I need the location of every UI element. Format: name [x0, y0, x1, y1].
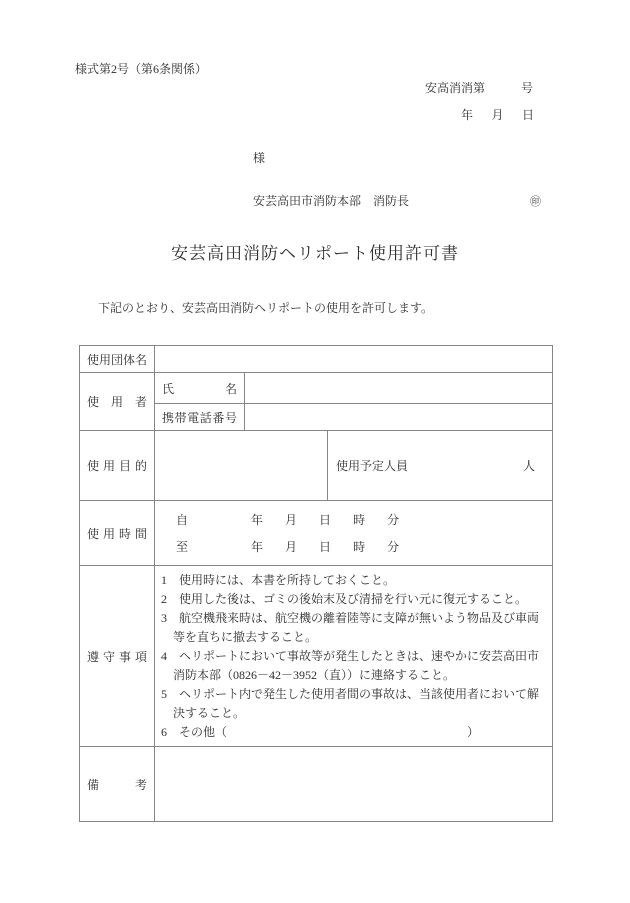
time-unit-day: 日	[319, 513, 332, 527]
time-unit-minute: 分	[387, 513, 400, 527]
document-title: 安芸高田消防ヘリポート使用許可書	[171, 244, 459, 263]
document-number-prefix: 安高消消第	[425, 81, 486, 95]
rule-item-4: 4 ヘリポートにおいて事故等が発生したときは、速やかに安芸高田市消防本部（0826－42－3952（直））に連絡すること。	[161, 649, 540, 682]
document-number-line	[425, 81, 533, 97]
document-number-suffix: 号	[520, 81, 533, 95]
name-label-cell	[155, 373, 245, 404]
organization-value-cell	[155, 346, 553, 373]
time-unit-hour: 時	[353, 513, 366, 527]
permit-form-table	[79, 345, 553, 822]
rules-label: 遵守事項	[87, 649, 147, 664]
purpose-value-cell	[155, 431, 328, 501]
time-label: 使用時間	[87, 526, 147, 541]
date-year-label: 年	[461, 108, 474, 122]
intro-sentence: 下記のとおり、安芸高田消防ヘリポートの使用を許可します。	[98, 301, 434, 315]
rule-item-6: 6 その他（ ）	[161, 725, 480, 739]
time-to-line	[176, 538, 552, 555]
time-unit-minute: 分	[387, 540, 400, 554]
organization-label-cell	[80, 346, 155, 373]
user-label: 使用者	[87, 395, 147, 409]
rule-item-5: 5 ヘリポート内で発生した使用者間の事故は、当該使用者において解決すること。	[161, 687, 540, 720]
time-from-prefix: 自	[176, 513, 189, 527]
time-unit-month: 月	[285, 540, 298, 554]
stamp-mark-icon: ㊞	[530, 195, 541, 208]
issuer-line	[253, 194, 541, 210]
time-from-line	[176, 511, 552, 528]
phone-value-cell	[245, 404, 553, 431]
people-label: 使用予定人員	[336, 459, 409, 473]
date-line	[461, 108, 534, 124]
addressee-suffix: 様	[253, 151, 266, 165]
time-unit-year: 年	[251, 513, 264, 527]
date-day-label: 日	[521, 108, 534, 122]
date-month-label: 月	[491, 108, 504, 122]
rule-item-3: 3 航空機飛来時は、航空機の離着陸等に支障が無いよう物品及び車両等を直ちに撤去すること。	[161, 611, 540, 644]
time-value-cell	[155, 501, 553, 566]
time-unit-hour: 時	[353, 540, 366, 554]
time-unit-day: 日	[319, 540, 332, 554]
remarks-value-cell	[155, 747, 553, 822]
time-to-prefix: 至	[176, 540, 189, 554]
form-style-number: 様式第2号（第6条関係）	[75, 62, 208, 76]
purpose-label: 使用目的	[87, 459, 147, 473]
organization-label: 使用団体名	[87, 352, 148, 367]
name-label: 氏名	[162, 381, 237, 396]
rules-label-cell	[80, 566, 155, 747]
user-label-cell	[80, 373, 155, 431]
name-value-cell	[245, 373, 553, 404]
rules-value-cell	[155, 566, 553, 747]
rule-item-2: 2 使用した後は、ゴミの後始末及び清掃を行い元に復元すること。	[161, 592, 528, 606]
purpose-label-cell	[80, 431, 155, 501]
remarks-label-cell	[80, 747, 155, 822]
remarks-label: 備考	[87, 777, 147, 792]
time-unit-year: 年	[251, 540, 264, 554]
issuer-name: 安芸高田市消防本部 消防長	[253, 194, 410, 208]
phone-label-cell	[155, 404, 245, 431]
time-label-cell	[80, 501, 155, 566]
time-unit-month: 月	[285, 513, 298, 527]
people-unit-label: 人	[523, 459, 536, 473]
phone-label: 携帯電話番号	[162, 410, 237, 425]
rule-item-1: 1 使用時には、本書を所持しておくこと。	[161, 573, 396, 587]
people-cell	[328, 431, 553, 501]
